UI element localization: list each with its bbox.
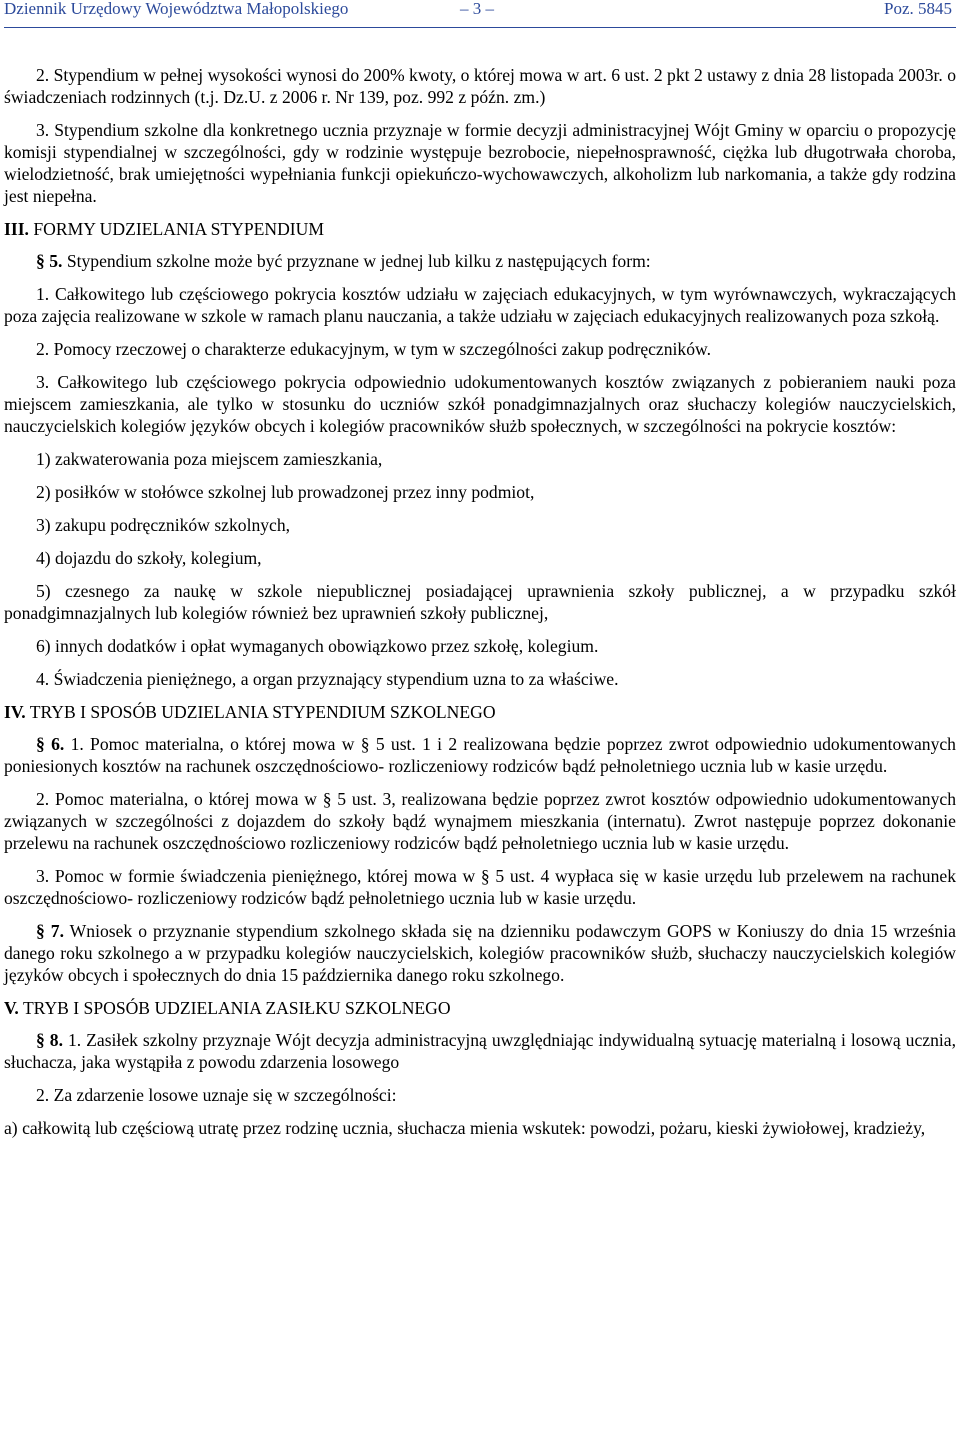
cost-item-6: 6) innych dodatków i opłat wymaganych obowiązkowo przez szkołę, kolegium. (36, 636, 599, 656)
form-item-2: 2. Pomocy rzeczowej o charakterze edukacyjnym, w tym w szczególności zakup podręczników. (36, 339, 711, 359)
section-title: FORMY UDZIELANIA STYPENDIUM (33, 219, 324, 239)
section-number: IV. (4, 702, 26, 722)
paragraph-par-7 (4, 920, 956, 986)
paragraph-number: 6. (51, 734, 65, 754)
document-body (4, 64, 956, 1139)
paragraph-par-8-2: 2. Za zdarzenie losowe uznaje się w szczególności: (36, 1085, 397, 1105)
section-number: V. (4, 998, 19, 1018)
section-symbol: § (36, 251, 45, 271)
paragraph-text: 1. Pomoc materialna, o której mowa w § 5 ust. 1 i 2 realizowana będzie poprzez zwrot odpowiednio udokumentowanych poniesionych kosztów na rachunek oszczędnościowo- rozliczeniowy rodziców bądź pełnoletniego ucznia lub w kasie urzędu. (4, 734, 956, 776)
paragraph-stypendium-decyzja: 3. Stypendium szkolne dla konkretnego ucznia przyznaje w formie decyzji administracyjnej Wójt Gminy w oparciu o propozycję komisji stypendialnej w szczególności, gdy w rodzinie występuje bezrobocie, niepełnosprawność, ciężka lub długotrwała choroba, wielodzietność, brak umiejętności wypełniania funkcji opiekuńczo-wychowawczych, alkoholizm lub narkomania, a także gdy rodzina jest niepełna. (4, 120, 956, 206)
random-event-item-a: a) całkowitą lub częściową utratę przez rodzinę ucznia, słuchacza mienia wskutek: powodzi, pożaru, kieski żywiołowej, kradzieży, (4, 1118, 926, 1138)
form-item-3: 3. Całkowitego lub częściowego pokrycia odpowiednio udokumentowanych kosztów związanych z pobieraniem nauki poza miejscem zamieszkania, ale tylko w stosunku do uczniów szkół ponadgimnazjalnych oraz słuchaczy kolegiów nauczycielskich, nauczycielskich kolegiów języków obcych i kolegiów pracowników służb społecznych, w szczególności na pokrycie kosztów: (4, 372, 956, 436)
paragraph-par-6-2: 2. Pomoc materialna, o której mowa w § 5 ust. 3, realizowana będzie poprzez zwrot kosztów odpowiednio udokumentowanych związanych w szczególności z dojazdem do szkoły bądź wynajmem mieszkania (internatu). Zwrot następuje poprzez dokonanie przelewu na rachunek oszczędnościowo rozliczeniowy rodziców bądź pełnoletniego ucznia lub w kasie urzędu. (4, 789, 956, 853)
cost-item-4: 4) dojazdu do szkoły, kolegium, (36, 548, 262, 568)
header-divider (4, 27, 956, 28)
paragraph-number: 7. (50, 921, 64, 941)
paragraph-text: 1. Zasiłek szkolny przyznaje Wójt decyzja administracyjną uwzględniając indywidualną sytuację materialną i losową ucznia, słuchacza, jaka wystąpiła z powodu zdarzenia losowego (4, 1030, 956, 1072)
paragraph-text: Stypendium szkolne może być przyznane w jednej lub kilku z następujących form: (66, 251, 651, 271)
form-item-1: 1. Całkowitego lub częściowego pokrycia kosztów udziału w zajęciach edukacyjnych, w tym wyrównawczych, wykraczających poza zajęcia realizowane w szkole w ramach planu nauczania, a także udziału w zajęciach edukacyjnych realizowanych poza szkołą. (4, 284, 956, 326)
paragraph-number: 5. (49, 251, 63, 271)
paragraph-text: Wniosek o przyznanie stypendium szkolnego składa się na dzienniku podawczym GOPS w Koniuszy do dnia 15 września danego roku szkolnego a w przypadku kolegiów nauczycielskich, kolegiów pracowników służb, słuchaczy nauczycielskich kolegiów języków obcych i społecznych do dnia 15 października danego roku szkolnego. (4, 921, 956, 985)
cost-item-1: 1) zakwaterowania poza miejscem zamieszkania, (36, 449, 383, 469)
section-title: TRYB I SPOSÓB UDZIELANIA STYPENDIUM SZKOLNEGO (29, 702, 496, 722)
position-number: Poz. 5845 (884, 0, 952, 18)
page-number: – 3 – (460, 0, 494, 18)
paragraph-par-5 (4, 250, 956, 272)
cost-item-2: 2) posiłków w stołówce szkolnej lub prowadzonej przez inny podmiot, (36, 482, 535, 502)
paragraph-par-6 (4, 733, 956, 777)
cost-item-3: 3) zakupu podręczników szkolnych, (36, 515, 291, 535)
section-heading-iv (4, 701, 956, 723)
section-symbol: § (36, 734, 45, 754)
paragraph-stypendium-kwota: 2. Stypendium w pełnej wysokości wynosi do 200% kwoty, o której mowa w art. 6 ust. 2 pkt 2 ustawy z dnia 28 listopada 2003r. o świadczeniach rodzinnych (t.j. Dz.U. z 2006 r. Nr 139, poz. 992 z późn. zm.) (4, 65, 956, 107)
form-item-4: 4. Świadczenia pieniężnego, a organ przyznający stypendium uzna to za właściwe. (36, 669, 619, 689)
section-heading-v (4, 997, 956, 1019)
paragraph-par-6-3: 3. Pomoc w formie świadczenia pieniężnego, której mowa w § 5 ust. 4 wypłaca się w kasie urzędu lub przelewem na rachunek oszczędnościowo- rozliczeniowy rodziców bądź pełnoletniego ucznia lub w kasie urzędu. (4, 866, 956, 908)
section-heading-iii (4, 218, 956, 240)
section-number: III. (4, 219, 29, 239)
paragraph-par-8 (4, 1029, 956, 1073)
section-title: TRYB I SPOSÓB UDZIELANIA ZASIŁKU SZKOLNEGO (22, 998, 451, 1018)
paragraph-number: 8. (49, 1030, 63, 1050)
cost-item-5: 5) czesnego za naukę w szkole niepublicznej posiadającej uprawnienia szkoły publicznej, a w przypadku szkół ponadgimnazjalnych lub kolegiów również bez uprawnień szkoły publicznej, (4, 581, 956, 623)
page-header (4, 0, 956, 22)
section-symbol: § (36, 1030, 45, 1050)
journal-title: Dziennik Urzędowy Województwa Małopolskiego (4, 0, 349, 18)
section-symbol: § (36, 921, 45, 941)
